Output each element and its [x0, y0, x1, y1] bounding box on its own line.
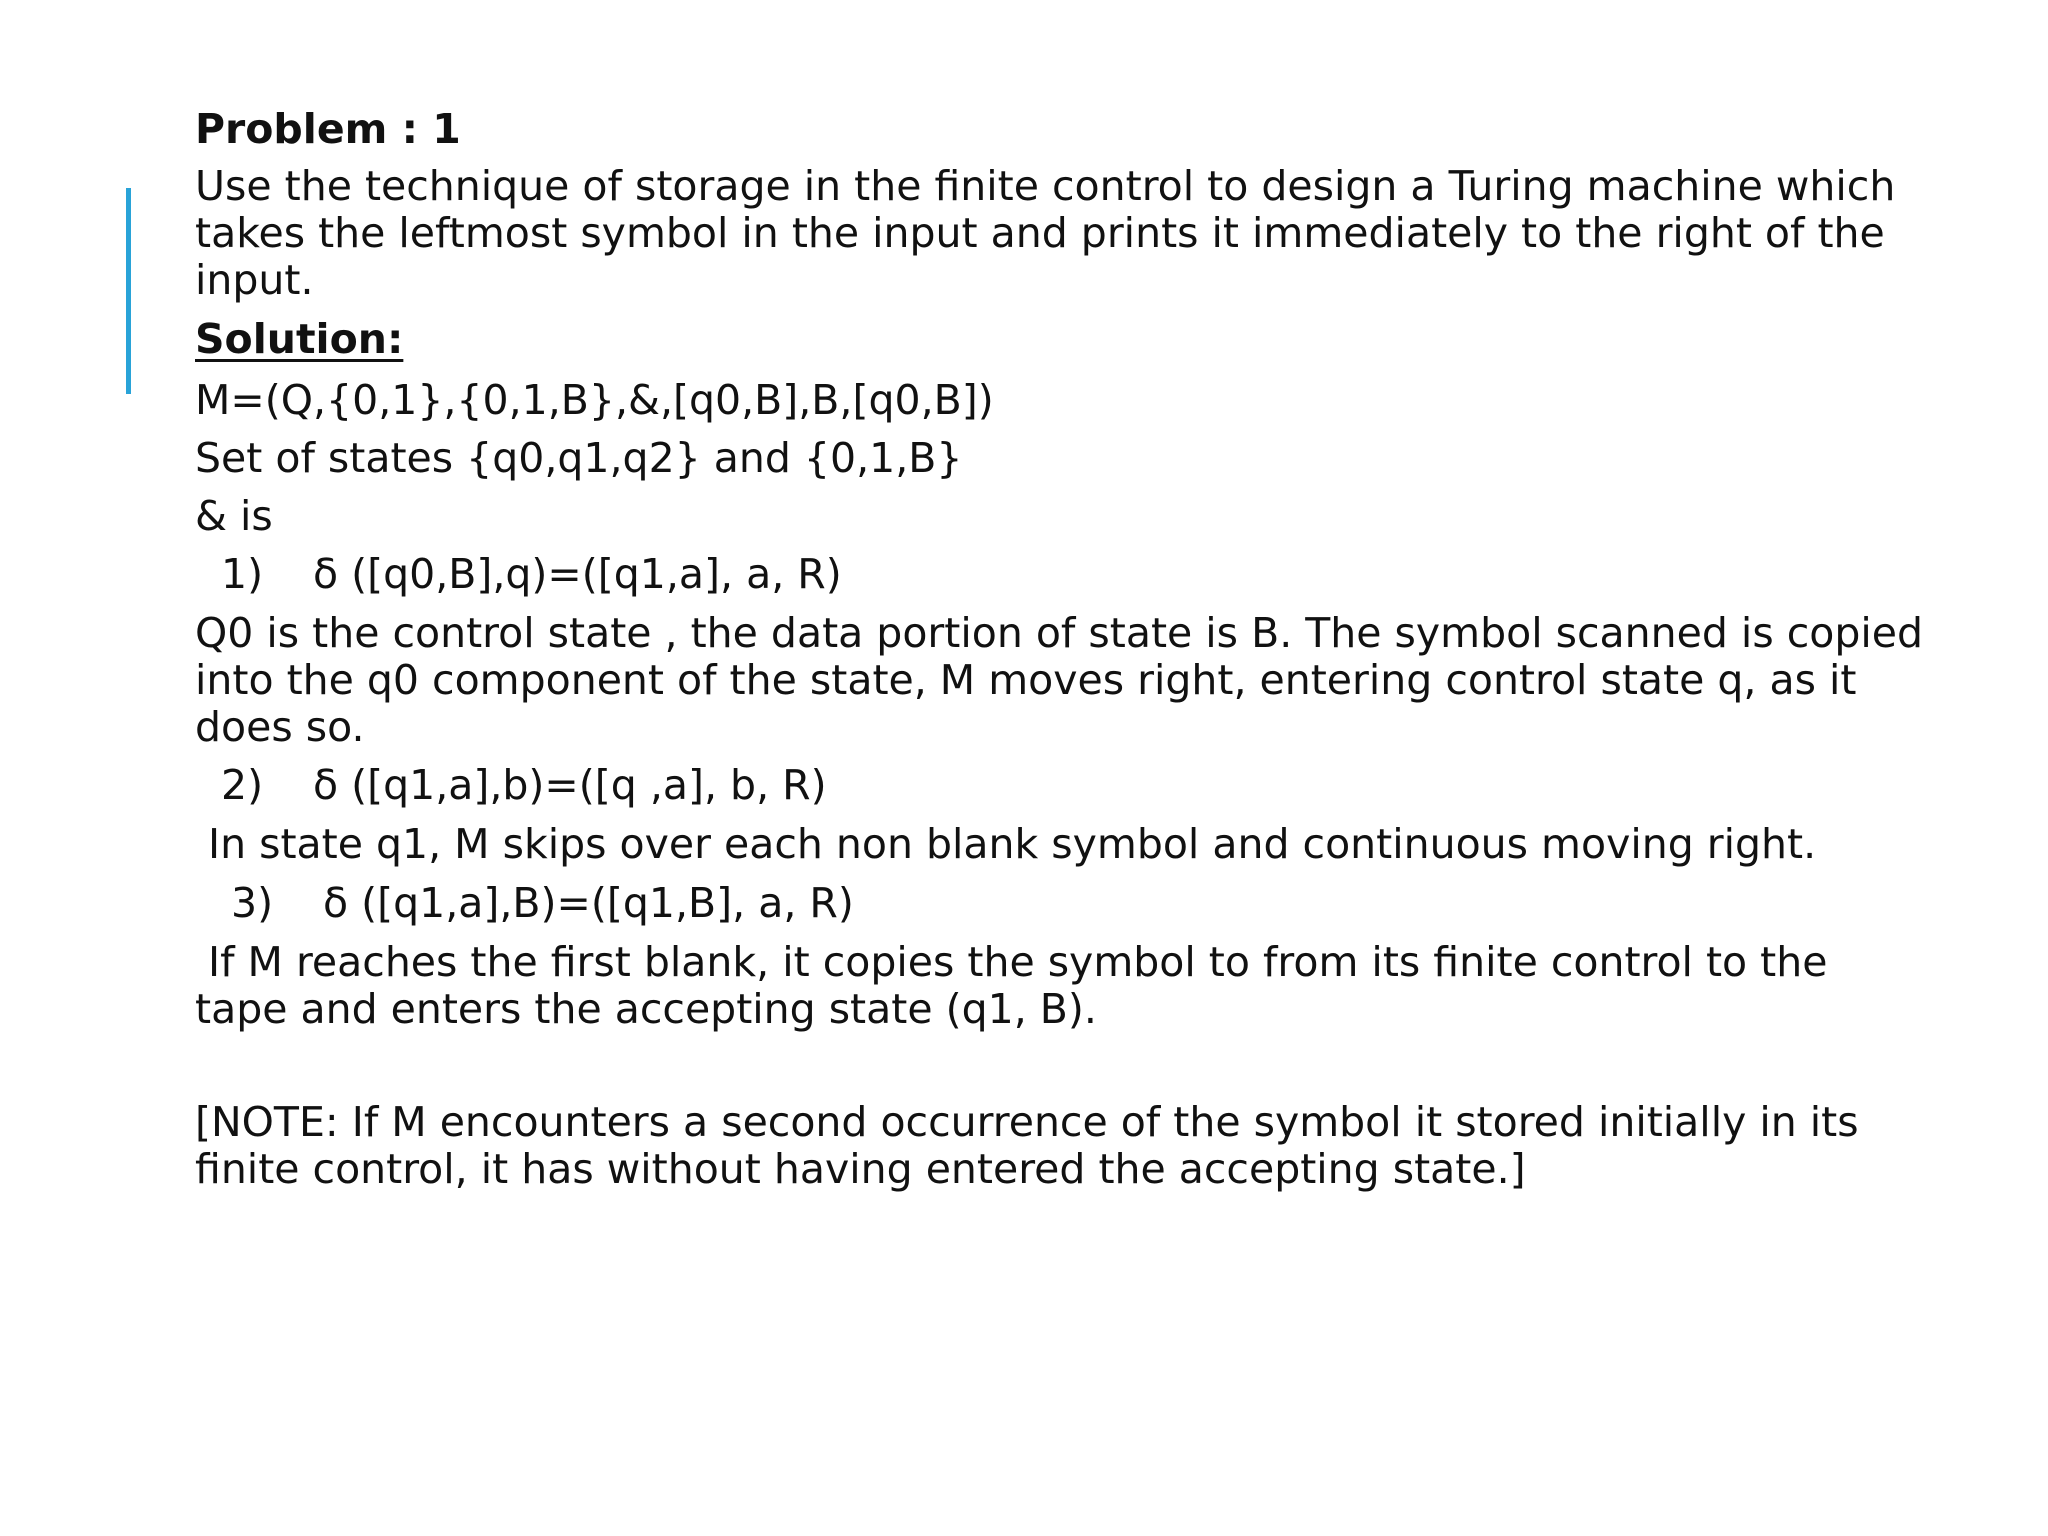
- explanation-line: In state q1, M skips over each non blank symbol and continuous moving right.: [208, 820, 1817, 868]
- rule-text: δ ([q1,a],B)=([q1,B], a, R): [323, 879, 854, 927]
- problem-line: takes the leftmost symbol in the input and prints it immediately to the right of the: [195, 209, 1885, 257]
- rule-3-explanation: [195, 939, 1895, 1033]
- slide-content: [195, 105, 1924, 1193]
- explanation-line: If M reaches the first blank, it copies the symbol to from its finite control to the: [208, 938, 1828, 986]
- rule-number: 3): [231, 879, 274, 927]
- explanation-line: tape and enters the accepting state (q1, B).: [195, 985, 1097, 1033]
- note-block: [195, 1099, 1895, 1193]
- problem-line: input.: [195, 256, 314, 304]
- rule-text: δ ([q1,a],b)=([q ,a], b, R): [313, 761, 827, 809]
- problem-statement: [195, 163, 1895, 304]
- transition-rule-2: [195, 762, 1895, 809]
- explanation-line: into the q0 component of the state, M moves right, entering control state q, as it: [195, 656, 1857, 704]
- transition-rule-1: [195, 551, 1895, 598]
- rule-number: 2): [221, 761, 264, 809]
- states-definition: Set of states {q0,q1,q2} and {0,1,B}: [195, 434, 963, 482]
- rule-1-explanation: [195, 609, 1924, 751]
- rule-text: δ ([q0,B],q)=([q1,a], a, R): [313, 550, 842, 598]
- problem-title: Problem : 1: [195, 105, 461, 153]
- rule-number: 1): [221, 550, 264, 598]
- accent-bar: [126, 188, 131, 394]
- solution-heading: Solution:: [195, 315, 404, 363]
- delta-intro: & is: [195, 492, 273, 540]
- explanation-line: does so.: [195, 703, 365, 751]
- problem-line: Use the technique of storage in the finite control to design a Turing machine which: [195, 162, 1896, 210]
- note-line: [NOTE: If M encounters a second occurrence of the symbol it stored initially in its: [195, 1098, 1859, 1146]
- explanation-line: Q0 is the control state , the data portion of state is B. The symbol scanned is copied: [195, 609, 1924, 657]
- rule-2-explanation: [195, 821, 1895, 868]
- machine-definition: M=(Q,{0,1},{0,1,B},&,[q0,B],B,[q0,B]): [195, 376, 994, 424]
- transition-rule-3: [195, 880, 1895, 927]
- note-line: finite control, it has without having entered the accepting state.]: [195, 1145, 1526, 1193]
